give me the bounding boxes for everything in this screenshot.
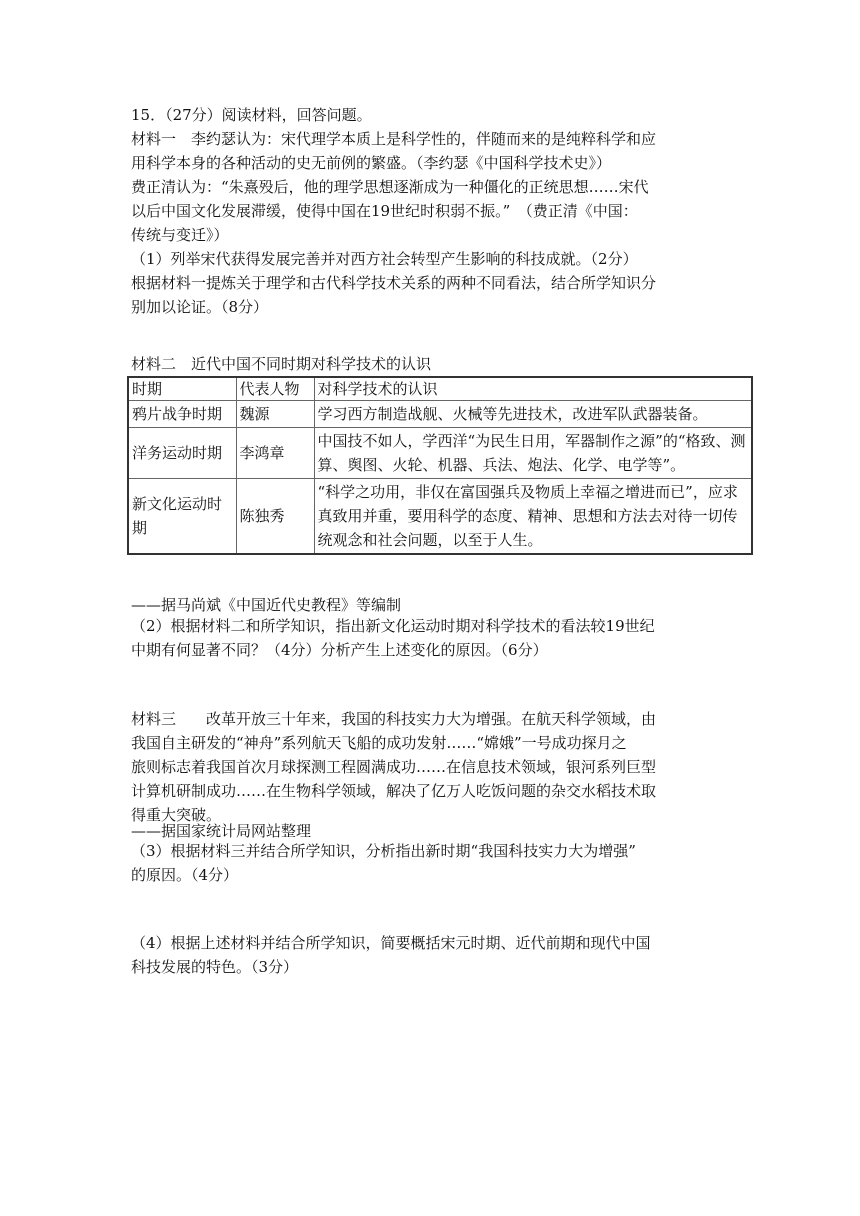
q4-line: （4）根据上述材料并结合所学知识，简要概括宋元时期、近代前期和现代中国 xyxy=(131,934,651,952)
cell-period: 新文化运动时期 xyxy=(128,479,236,555)
material2-table xyxy=(127,376,753,555)
material3-line: 旅则标志着我国首次月球探测工程圆满成功……在信息技术领域，银河系列巨型 xyxy=(131,758,657,776)
table-row xyxy=(128,428,752,479)
cell-view: “科学之功用，非仅在富国强兵及物质上幸福之增进而已”，应求真致用并重，要用科学的态度、精神、思想和方法去对待一切传统观念和社会问题，以至于人生。 xyxy=(314,479,752,555)
material3-line: 我国自主研发的“神舟”系列航天飞船的成功发射……“嫦娥”一号成功探月之 xyxy=(131,734,627,752)
cell-view: 中国技不如人，学西洋“为民生日用，军器制作之源”的“格致、测算、舆图、火轮、机器、兵法、炮法、化学、电学等”。 xyxy=(314,428,752,479)
q3-line: （3）根据材料三并结合所学知识，分析指出新时期“我国科技实力大为增强” xyxy=(131,842,636,860)
table-header-row xyxy=(128,377,752,401)
cell-person: 魏源 xyxy=(236,401,314,428)
q1-line: （1）列举宋代获得发展完善并对西方社会转型产生影响的科技成就。（2分） xyxy=(131,250,638,268)
material1-line: 传统与变迁》） xyxy=(131,226,229,244)
cell-person: 李鸿章 xyxy=(236,428,314,479)
cell-view: 学习西方制造战舰、火械等先进技术，改进军队武器装备。 xyxy=(314,401,752,428)
cell-period: 洋务运动时期 xyxy=(128,428,236,479)
material1-line: 材料一 李约瑟认为：宋代理学本质上是科学性的，伴随而来的是纯粹科学和应 xyxy=(131,130,657,148)
q1-line: 别加以论证。（8分） xyxy=(131,298,269,316)
material1-line: 以后中国文化发展滞缓，使得中国在19世纪时积弱不振。” （费正清《中国： xyxy=(131,202,638,220)
cell-person: 陈独秀 xyxy=(236,479,314,555)
material2-source: ——据马尚斌《中国近代史教程》等编制 xyxy=(131,596,402,614)
material2-title: 材料二 近代中国不同时期对科学技术的认识 xyxy=(131,355,432,373)
material3-line: 材料三 改革开放三十年来，我国的科技实力大为增强。在航天科学领域，由 xyxy=(131,710,657,728)
material3-line: 得重大突破。 xyxy=(131,806,222,824)
material3-line: 计算机研制成功……在生物科学领域，解决了亿万人吃饭问题的杂交水稻技术取 xyxy=(131,782,657,800)
material1-line: 费正清认为：“朱熹殁后，他的理学思想逐渐成为一种僵化的正统思想……宋代 xyxy=(131,178,649,196)
header-person: 代表人物 xyxy=(236,377,314,401)
q3-line: 的原因。（4分） xyxy=(131,866,239,884)
q2-line: （2）根据材料二和所学知识，指出新文化运动时期对科学技术的看法较19世纪 xyxy=(131,617,655,635)
q1-line: 根据材料一提炼关于理学和古代科学技术关系的两种不同看法，结合所学知识分 xyxy=(131,274,657,292)
table-row xyxy=(128,401,752,428)
table-row xyxy=(128,479,752,555)
cell-period: 鸦片战争时期 xyxy=(128,401,236,428)
material1-line: 用科学本身的各种活动的史无前例的繁盛。（李约瑟《中国科学技术史》） xyxy=(131,154,612,172)
question-header: 15．（27分）阅读材料，回答问题。 xyxy=(131,106,372,124)
material3-source: ——据国家统计局网站整理 xyxy=(131,822,312,840)
q2-line: 中期有何显著不同？（4分）分析产生上述变化的原因。（6分） xyxy=(131,641,548,659)
q4-line: 科技发展的特色。（3分） xyxy=(131,958,299,976)
header-view: 对科学技术的认识 xyxy=(314,377,752,401)
header-period: 时期 xyxy=(128,377,236,401)
